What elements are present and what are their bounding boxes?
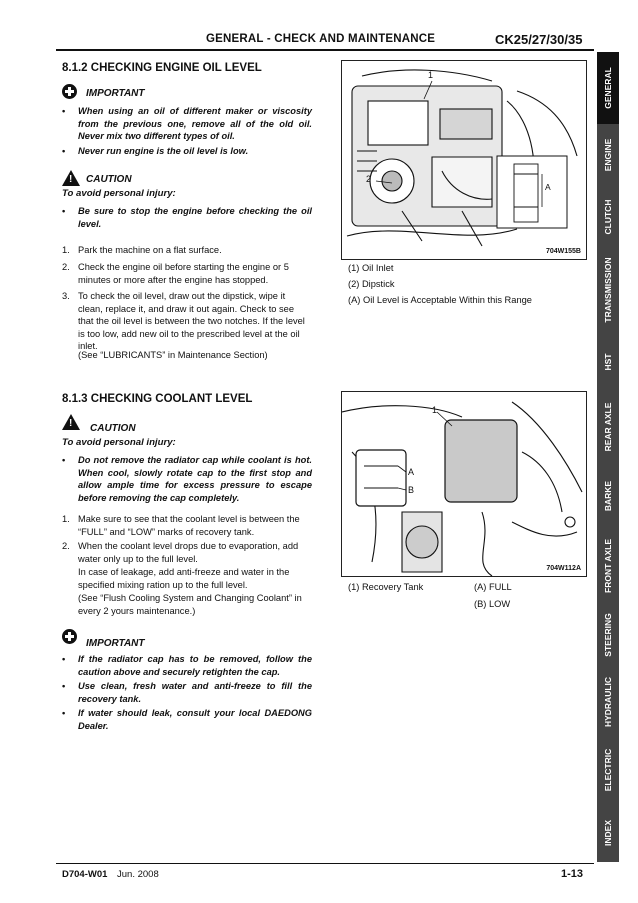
legend-item: (2) Dipstick	[348, 279, 395, 289]
caution-heading: CAUTION	[86, 174, 132, 185]
important-heading: IMPORTANT	[86, 88, 145, 99]
legend-item: (A) Oil Level is Acceptable Within this Range	[348, 295, 532, 305]
bullet-item: • Use clean, fresh water and anti-freeze to fill the recovery tank.	[62, 681, 312, 704]
caution-subheading: To avoid personal injury:	[62, 188, 176, 199]
tab-transmission[interactable]: TRANSMISSION	[597, 248, 619, 333]
reference-note: (See “LUBRICANTS” in Maintenance Section)	[78, 350, 268, 360]
legend-item: (1) Oil Inlet	[348, 263, 394, 273]
callout-oil-range: A	[545, 182, 551, 192]
figure-code: 704W112A	[546, 565, 581, 572]
footer-date: Jun. 2008	[117, 869, 159, 880]
bullet-item: • If water should leak, consult your local DAEDONG Dealer.	[62, 708, 312, 731]
important-icon	[62, 629, 77, 644]
step-item: 2. When the coolant level drops due to evaporation, add water only up to the full level.	[62, 541, 299, 564]
bullet-item: • When using an oil of different maker or viscosity from the previous one, remove all of the old oil. Never mix two different types of oil.	[62, 106, 312, 141]
bullet-item: • Never run engine is the oil level is low.	[62, 146, 249, 156]
extra-note: In case of leakage, add anti-freeze and water in the specified mixing ration up to the full level.	[78, 567, 290, 590]
tab-engine[interactable]: ENGINE	[597, 124, 619, 187]
recovery-tank-illustration	[342, 392, 586, 576]
step-item: 1. Park the machine on a flat surface.	[62, 245, 222, 255]
step-item: 2. Check the engine oil before starting the engine or 5 minutes or more after the engine has stopped.	[62, 262, 289, 285]
section-title-oil: 8.1.2 CHECKING ENGINE OIL LEVEL	[62, 62, 262, 74]
legend-item: (A) FULL	[474, 582, 512, 592]
callout-dipstick: 2	[366, 174, 372, 184]
header-title: GENERAL - CHECK AND MAINTENANCE	[206, 33, 436, 45]
engine-oil-figure	[341, 60, 587, 260]
callout-full: A	[408, 467, 415, 477]
important-heading: IMPORTANT	[86, 638, 145, 649]
callout-recovery-tank: 1	[432, 405, 438, 415]
footer-doc-code: D704-W01	[62, 869, 108, 880]
coolant-figure	[341, 391, 587, 577]
tab-hst[interactable]: HST	[597, 332, 619, 393]
header-rule	[56, 49, 594, 51]
tab-index[interactable]: INDEX	[597, 804, 619, 863]
important-icon	[62, 84, 77, 99]
caution-subheading: To avoid personal injury:	[62, 437, 176, 448]
tab-clutch[interactable]: CLUTCH	[597, 186, 619, 249]
step-item: 3. To check the oil level, draw out the dipstick, wipe it clean, replace it, and draw it out again. Check to see that the oil level is between the two notches. If the level is too low, add new oil to the prescribed level at the oil inlet.	[62, 291, 305, 352]
header-model: CK25/27/30/35	[495, 32, 583, 47]
reference-note: (See “Flush Cooling System and Changing Coolant” in every 2 yours maintenance.)	[78, 593, 302, 616]
tab-front-axle[interactable]: FRONT AXLE	[597, 530, 619, 603]
callout-oil-inlet: 1	[428, 70, 434, 80]
caution-icon: !	[62, 414, 80, 430]
tab-barke[interactable]: BARKE	[597, 462, 619, 531]
callout-low: B	[408, 485, 415, 495]
bullet-item: • If the radiator cap has to be removed, follow the caution above and securely retighten the cap.	[62, 654, 312, 677]
bullet-item: • Do not remove the radiator cap while coolant is hot. When cool, slowly rotate cap to the first stop and allow ample time for excess pressure to escape before removing the cap completely.	[62, 455, 312, 503]
step-item: 1. Make sure to see that the coolant level is between the “FULL” and “LOW” marks of recovery tank.	[62, 514, 300, 537]
bullet-item: • Be sure to stop the engine before checking the oil level.	[62, 206, 312, 229]
caution-icon: !	[62, 170, 80, 186]
tab-electric[interactable]: ELECTRIC	[597, 736, 619, 805]
legend-item: (1) Recovery Tank	[348, 582, 424, 592]
tab-general[interactable]: GENERAL	[597, 52, 619, 125]
section-title-coolant: 8.1.3 CHECKING COOLANT LEVEL	[62, 393, 253, 405]
tab-hydraulic[interactable]: HYDRAULIC	[597, 668, 619, 737]
tab-steering[interactable]: STEERING	[597, 602, 619, 669]
engine-illustration	[342, 61, 586, 259]
figure-code: 704W155B	[545, 248, 581, 255]
caution-heading: CAUTION	[90, 423, 136, 434]
tab-rear-axle[interactable]: REAR AXLE	[597, 392, 619, 463]
page-number: 1-13	[561, 868, 584, 880]
legend-item: (B) LOW	[474, 599, 511, 609]
footer-rule	[56, 863, 594, 864]
